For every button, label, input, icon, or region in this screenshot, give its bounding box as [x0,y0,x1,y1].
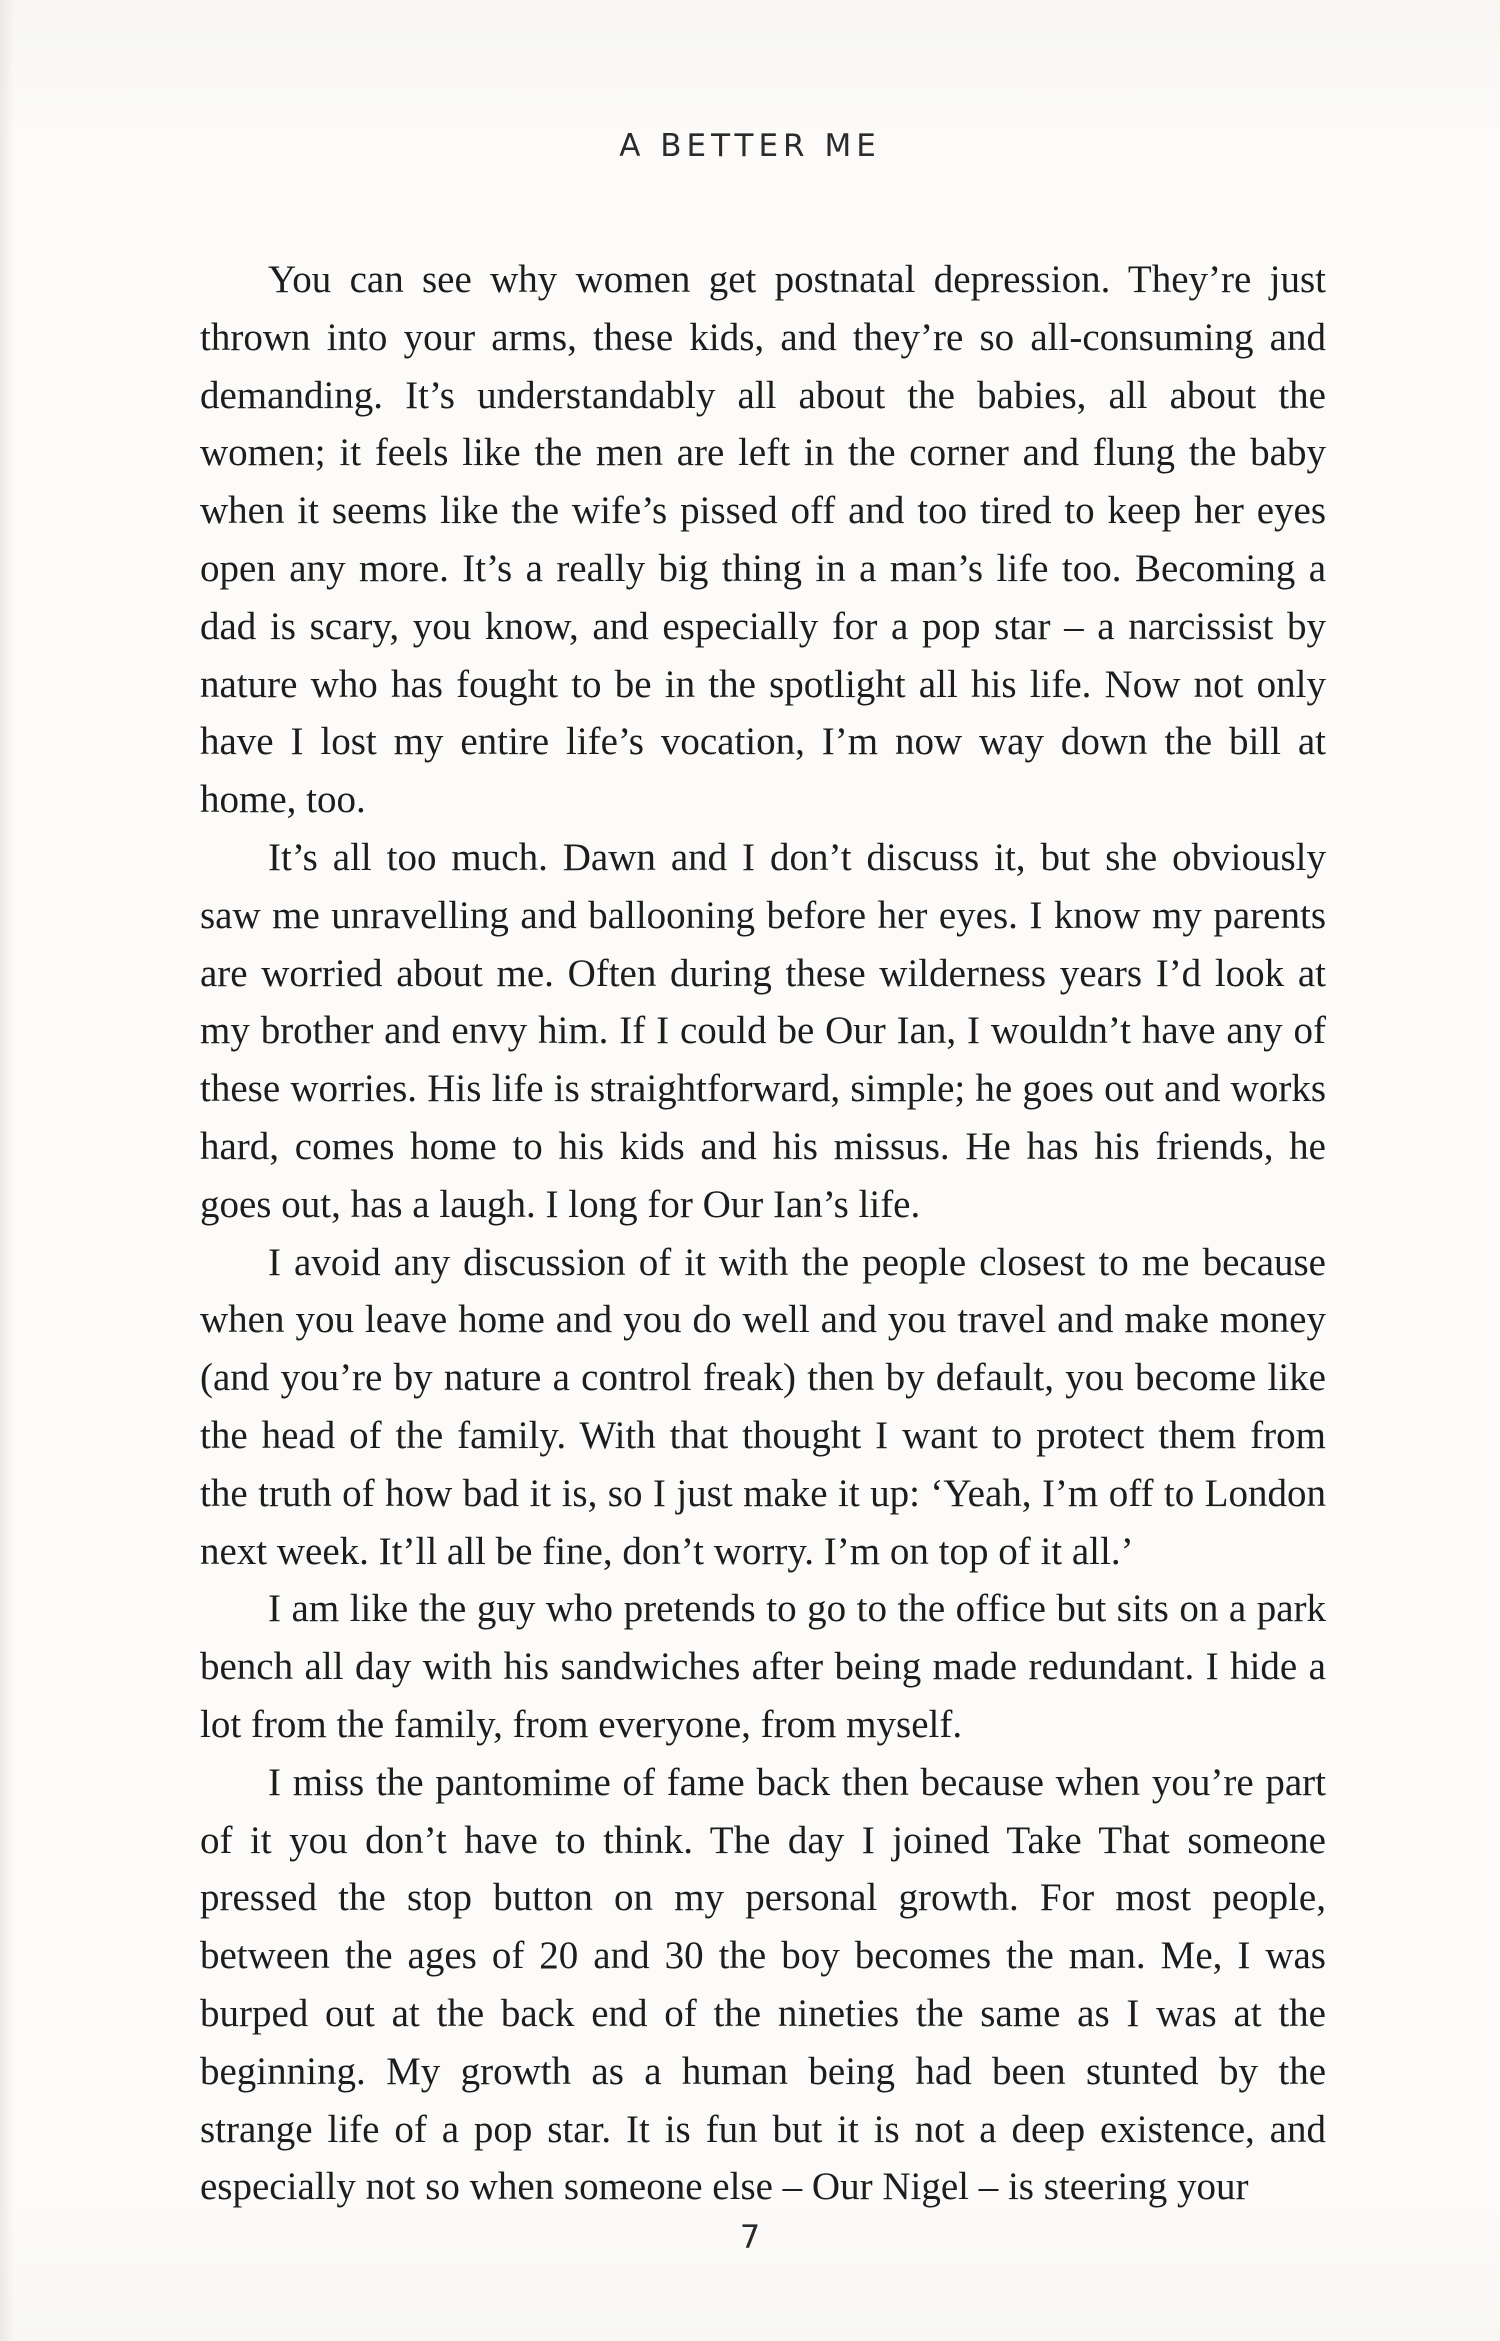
page-edge-shadow [0,0,14,2341]
paragraph-4: I am like the guy who pretends to go to the office but sits on a park bench all day with his sandwiches after being made redundant. I hide a lot from the family, from everyone, from myself. [200,1587,1326,1746]
body-text [200,251,1326,2216]
paragraph-5: I miss the pantomime of fame back then because when you’re part of it you don’t have to think. The day I joined Take That someone pressed the stop button on my personal growth. For most people, between the ages of 20 and 30 the boy becomes the man. Me, I was burped out at the back end of the nineties the same as I was at the beginning. My growth as a human being had been stunted by the strange life of a pop star. It is fun but it is not a deep existence, and especially not so when someone else – Our Nigel – is steering your [200,1760,1326,2209]
paragraph-3: I avoid any discussion of it with the people closest to me because when you leave home and you do well and you travel and make money (and you’re by nature a control freak) then by default, you become like the head of the family. With that thought I want to protect them from the truth of how bad it is, so I just make it up: ‘Yeah, I’m off to London next week. It’ll all be fine, don’t worry. I’m on top of it all.’ [200,1240,1326,1573]
paragraph-2: It’s all too much. Dawn and I don’t discuss it, but she obviously saw me unravelling and ballooning before her eyes. I know my parents are worried about me. Often during these wilderness years I’d look at my brother and envy him. If I could be Our Ian, I wouldn’t have any of these worries. His life is straightforward, simple; he goes out and works hard, comes home to his kids and his missus. He has his friends, he goes out, has a laugh. I long for Our Ian’s life. [200,835,1326,1226]
paragraph-1: You can see why women get postnatal depression. They’re just thrown into your arms, these kids, and they’re so all-consuming and demanding. It’s understandably all about the babies, all about the women; it feels like the men are left in the corner and flung the baby when it seems like the wife’s pissed off and too tired to keep her eyes open any more. It’s a really big thing in a man’s life too. Becoming a dad is scary, you know, and especially for a pop star – a narcissist by nature who has fought to be in the spotlight all his life. Now not only have I lost my entire life’s vocation, I’m now way down the bill at home, too. [200,258,1326,822]
page-number: 7 [739,2218,761,2256]
running-head: A BETTER ME [619,128,881,164]
